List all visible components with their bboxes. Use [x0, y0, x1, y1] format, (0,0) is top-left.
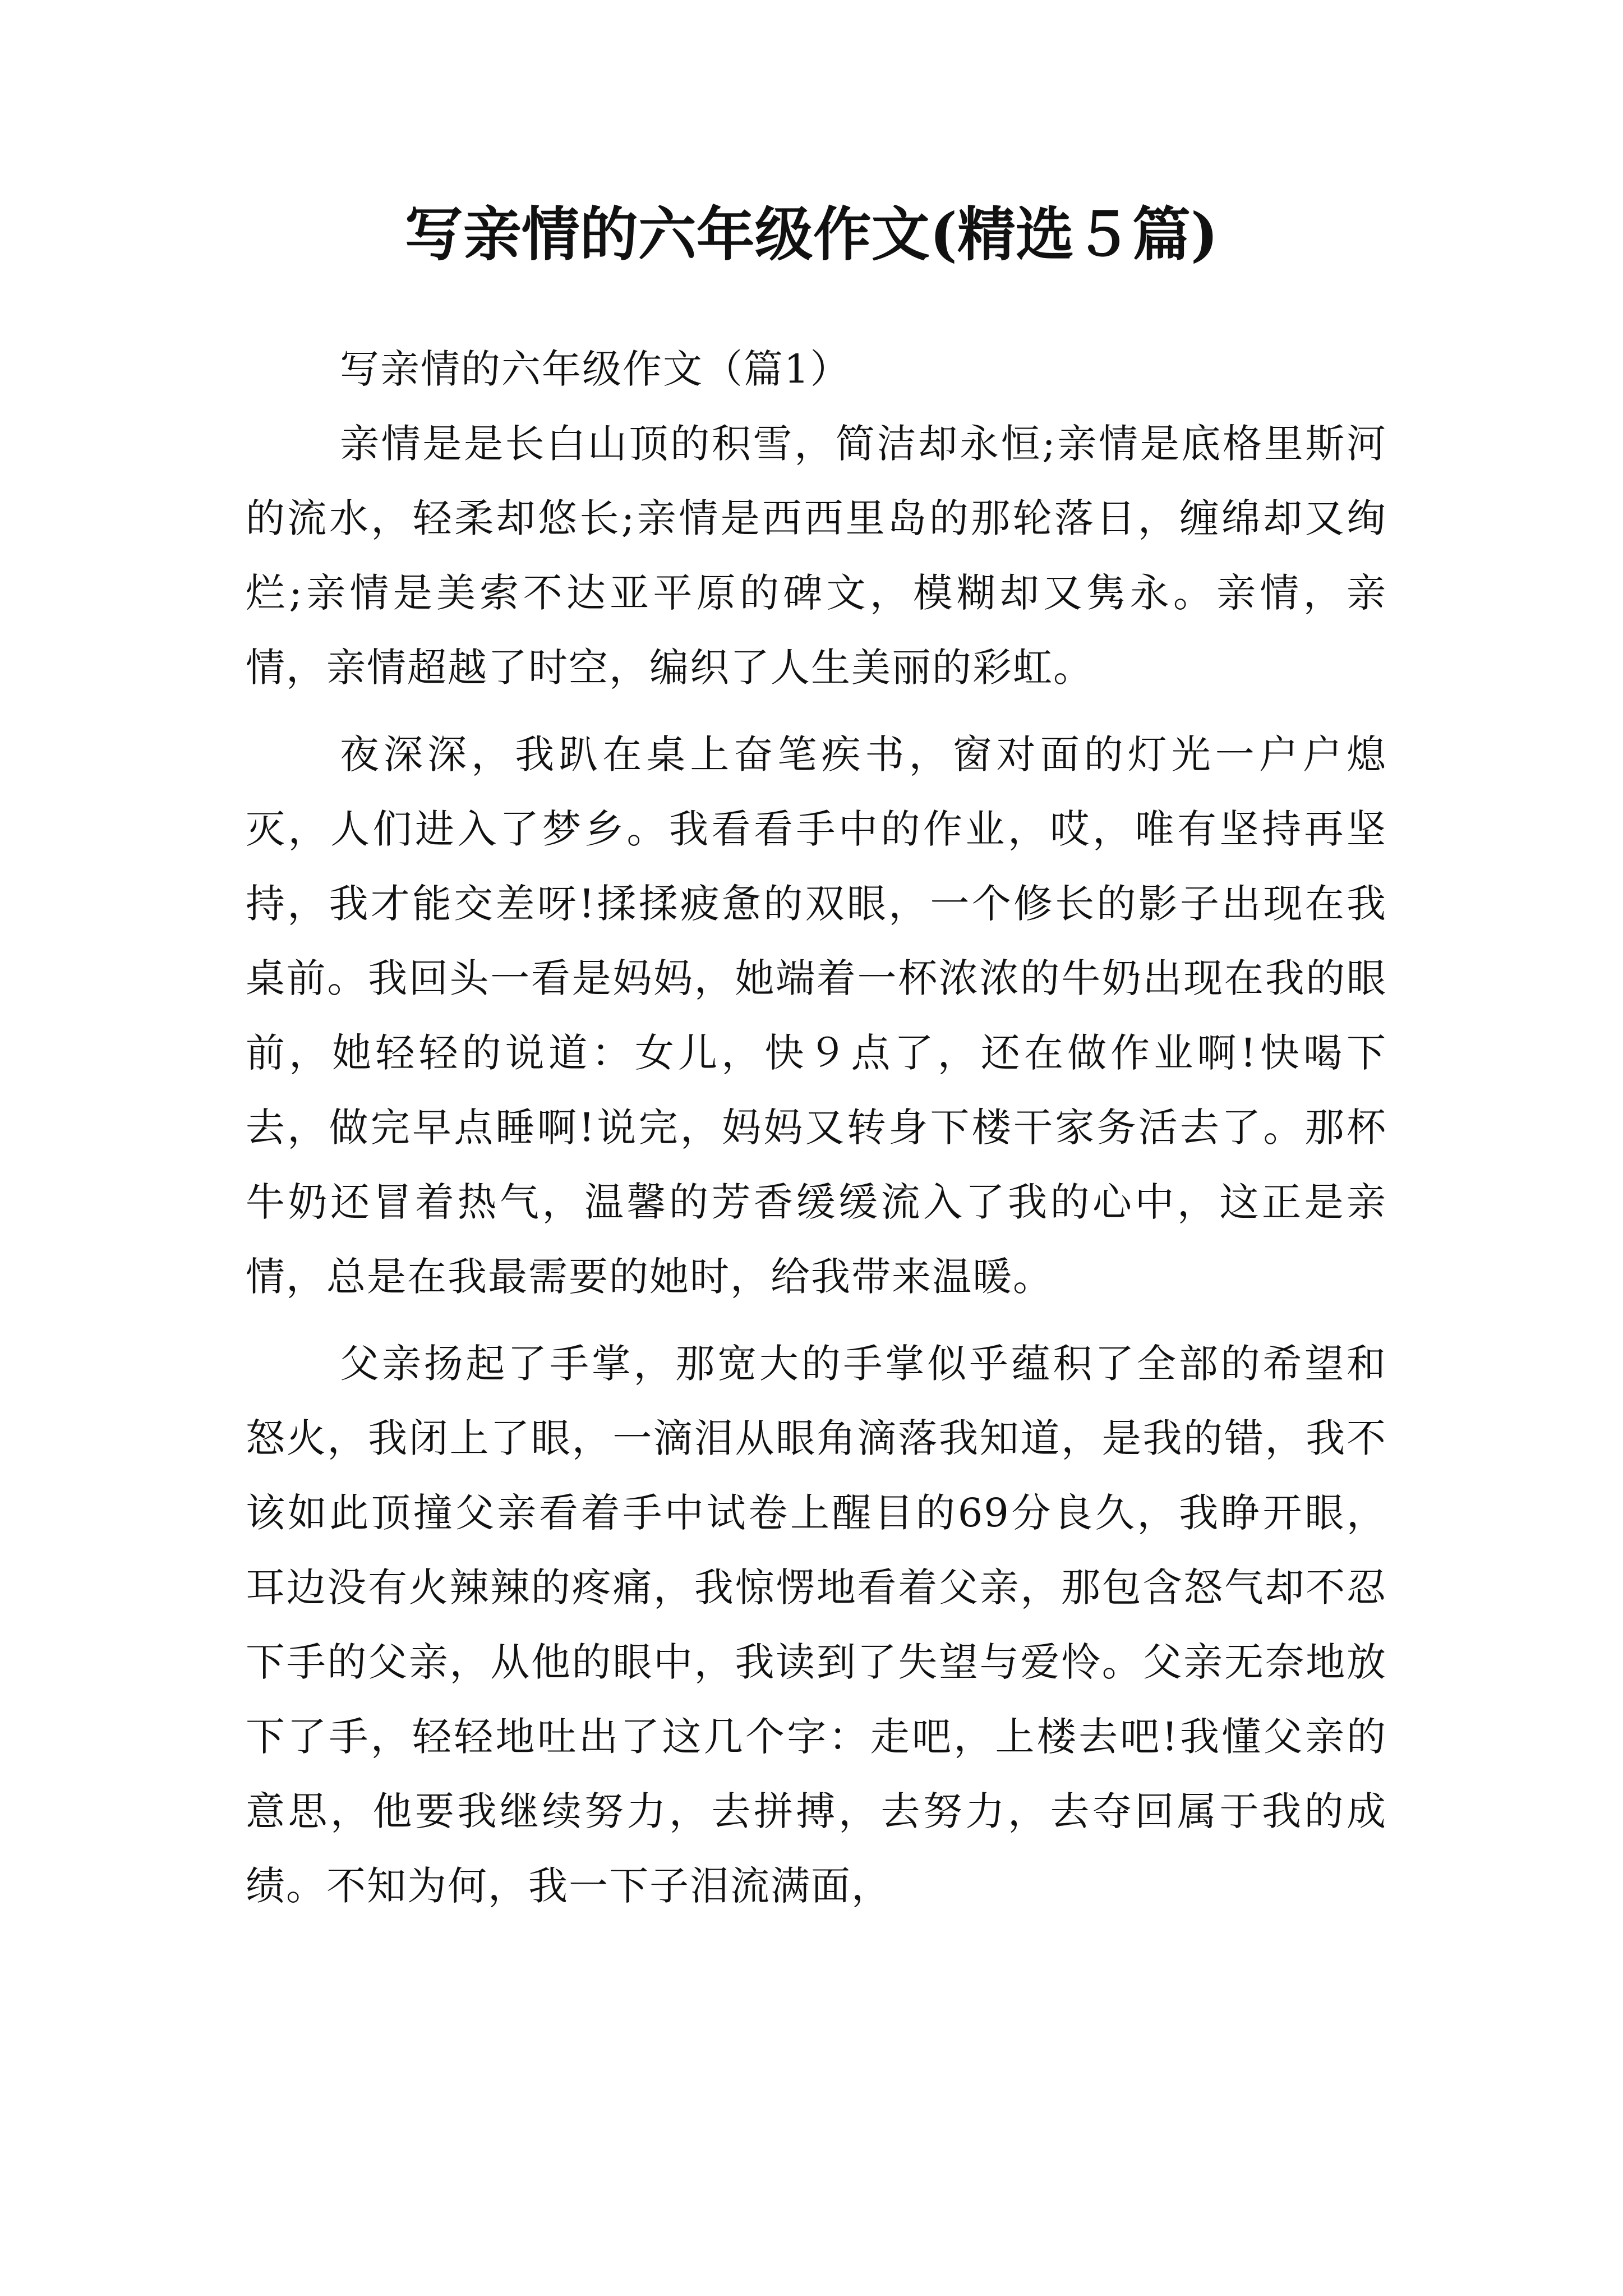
document-title: 写亲情的六年级作文(精选５篇) [404, 200, 1219, 269]
paragraph-1: 亲情是是长白山顶的积雪，简洁却永恒;亲情是底格里斯河的流水，轻柔却悠长;亲情是西西里岛的那轮落日，缠绵却又绚烂;亲情是美索不达亚平原的碑文，模糊却又隽永。亲情，亲情，亲情超越了时空，编织了人生美丽的彩虹。 [246, 421, 1387, 691]
section-heading: 写亲情的六年级作文（篇1） [340, 346, 851, 392]
paragraph-3: 父亲扬起了手掌，那宽大的手掌似乎蕴积了全部的希望和怒火，我闭上了眼，一滴泪从眼角滴落我知道，是我的错，我不该如此顶撞父亲看着手中试卷上醒目的69分良久，我睁开眼，耳边没有火辣辣的疼痛，我惊愣地看着父亲，那包含怒气却不忍下手的父亲，从他的眼中，我读到了失望与爱怜。父亲无奈地放下了手，轻轻地吐出了这几个字：走吧，上楼去吧!我懂父亲的意思，他要我继续努力，去拼搏，去努力，去夺回属于我的成绩。不知为何，我一下子泪流满面， [246, 1341, 1387, 1909]
document-body [246, 332, 1387, 1924]
paragraph-2: 夜深深，我趴在桌上奋笔疾书，窗对面的灯光一户户熄灭，人们进入了梦乡。我看看手中的作业，哎，唯有坚持再坚持，我才能交差呀!揉揉疲惫的双眼，一个修长的影子出现在我桌前。我回头一看是妈妈，她端着一杯浓浓的牛奶出现在我的眼前，她轻轻的说道：女儿，快９点了，还在做作业啊!快喝下去，做完早点睡啊!说完，妈妈又转身下楼干家务活去了。那杯牛奶还冒着热气，温馨的芳香缓缓流入了我的心中，这正是亲情，总是在我最需要的她时，给我带来温暖。 [246, 731, 1387, 1300]
